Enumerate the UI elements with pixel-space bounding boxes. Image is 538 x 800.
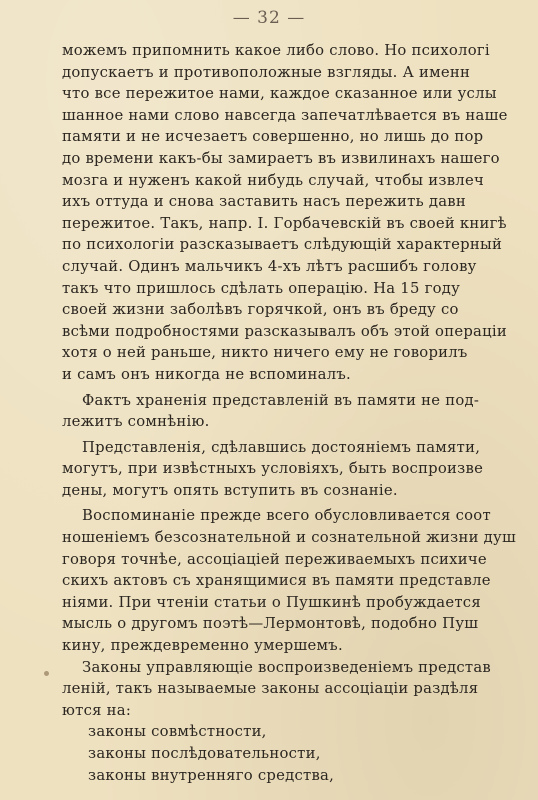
paragraph-2 (62, 390, 538, 433)
text-line: что все пережитое нами, каждое сказанное или услы (62, 85, 497, 103)
text-line: пережитое. Такъ, напр. I. Горбачевскій въ своей книгѣ (62, 214, 507, 232)
text-line: можемъ припомнить какое либо слово. Но психологі (62, 42, 490, 59)
list-item: законы послѣдовательности, (88, 745, 321, 762)
margin-mark (44, 671, 49, 676)
text-line: Законы управляющіе воспроизведеніемъ представ (82, 658, 492, 676)
paragraph-1 (62, 40, 538, 386)
text-line: ніями. При чтеніи статьи о Пушкинѣ пробуждается (62, 593, 481, 611)
text-line: такъ что пришлось сдѣлать операцію. На 15 году (62, 279, 461, 297)
text-line: говоря точнѣе, ассоціаціей переживаемыхъ психиче (62, 550, 487, 568)
text-line: Воспоминаніе прежде всего обусловливается соот (82, 507, 491, 525)
text-line: допускаетъ и противоположные взгляды. А именн (62, 63, 471, 81)
text-line: и самъ онъ никогда не вспоминалъ. (62, 365, 351, 383)
text-line: леній, такъ называемые законы ассоціаціи раздѣля (62, 680, 479, 698)
text-line: лежитъ сомнѣнію. (62, 413, 210, 431)
paragraph-3 (62, 437, 538, 502)
text-line: по психологіи разсказываетъ слѣдующій характерный (62, 236, 503, 254)
page-body (62, 40, 538, 786)
text-line: мысль о другомъ поэтѣ—Лермонтовѣ, подобно Пуш (62, 615, 479, 633)
list-item: законы совмѣстности, (88, 723, 267, 741)
paragraph-4 (62, 505, 538, 656)
text-line: случай. Одинъ мальчикъ 4-хъ лѣтъ расшибъ голову (62, 257, 477, 275)
text-line: до времени какъ-бы замираетъ въ извилинахъ нашего (62, 149, 500, 167)
page-number: — 32 — (232, 8, 306, 28)
text-line: скихъ актовъ съ хранящимися въ памяти представле (62, 572, 491, 590)
text-line: Фактъ храненія представленій въ памяти не под- (82, 391, 480, 409)
text-line: памяти и не исчезаетъ совершенно, но лишь до пор (62, 128, 484, 146)
text-line: всѣми подробностями разсказывалъ объ этой операціи (62, 322, 507, 340)
text-line: могутъ, при извѣстныхъ условіяхъ, быть воспроизве (62, 460, 484, 478)
text-line: мозга и нуженъ какой нибудь случай, чтобы извлеч (62, 171, 484, 189)
text-line: Представленія, сдѣлавшись достояніемъ памяти, (82, 438, 481, 456)
paragraph-5 (62, 657, 538, 722)
laws-list (62, 721, 538, 786)
text-line: кину, преждевременно умершемъ. (62, 637, 343, 655)
text-line: шанное нами слово навсегда запечатлѣвается въ наше (62, 106, 508, 124)
list-item: законы внутренняго средства, (88, 766, 335, 784)
text-line: ихъ оттуда и снова заставить насъ пережить давн (62, 193, 466, 211)
text-line: дены, могутъ опять вступить въ сознаніе. (62, 481, 398, 499)
text-line: ношеніемъ безсознательной и сознательной жизни душ (62, 529, 516, 547)
text-line: своей жизни заболѣвъ горячкой, онъ въ бреду со (62, 301, 459, 319)
text-line: ются на: (62, 701, 132, 719)
text-line: хотя о ней раньше, никто ничего ему не говорилъ (62, 344, 468, 362)
